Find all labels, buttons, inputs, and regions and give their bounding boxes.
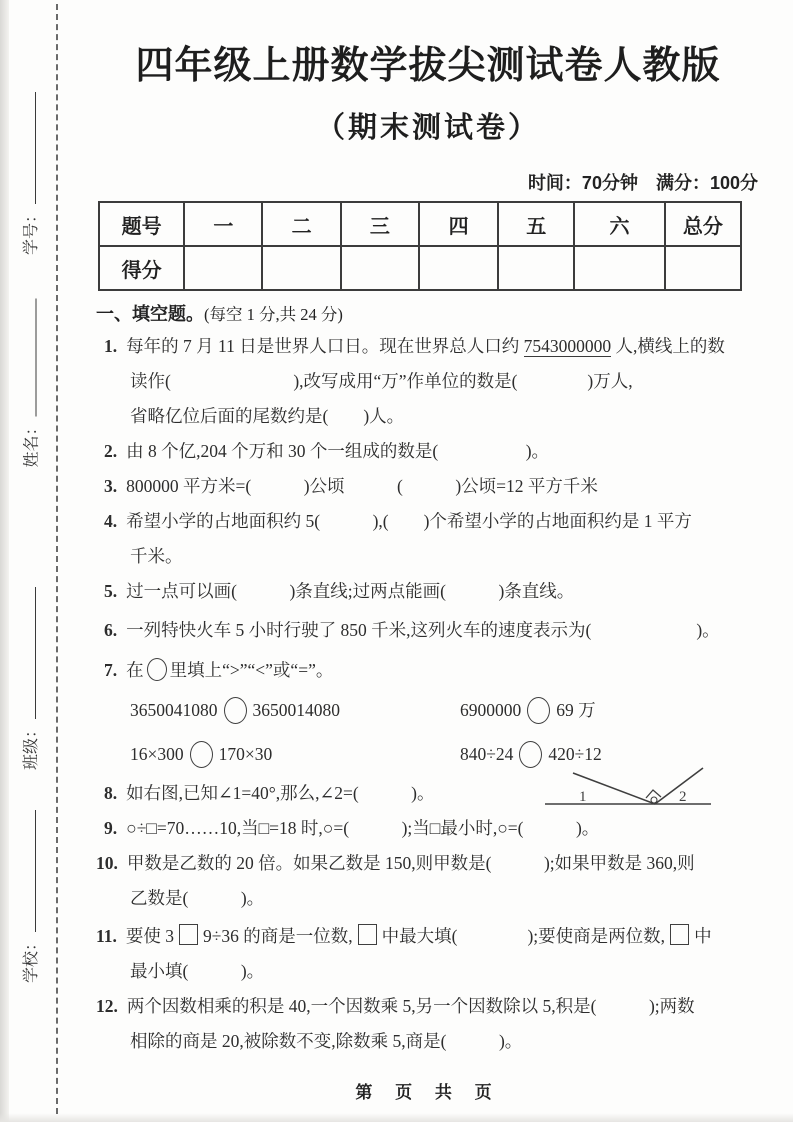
- question-text: 要使 3: [125, 926, 175, 946]
- compare-circle-icon: [147, 658, 167, 681]
- question-10: [96, 846, 760, 916]
- question-line: 最小填( )。: [130, 961, 265, 981]
- question-text: 一列特快火车 5 小时行驶了 850 千米,这列火车的速度表示为( )。: [126, 620, 720, 640]
- paper-content: [96, 28, 760, 1103]
- question-text: 每年的 7 月 11 日是世界人口日。现在世界总人口约: [126, 336, 524, 356]
- comparison-pair: [460, 693, 596, 728]
- student-name-blank-line: [24, 298, 37, 416]
- question-text: 过一点可以画( )条直线;过两点能画( )条直线。: [126, 581, 575, 601]
- question-number: 3.: [104, 476, 118, 496]
- paper-title: 四年级上册数学拔尖测试卷人教版: [135, 45, 721, 87]
- compare-circle-icon: [190, 741, 213, 768]
- question-line: [96, 469, 760, 504]
- question-2: [96, 434, 760, 469]
- score-cell-empty: [184, 246, 262, 290]
- angle-2-label: 2: [679, 789, 687, 805]
- question-text: 800000 平方米=( )公顷 ( )公顷=12 平方千米: [126, 476, 598, 496]
- section-1-heading: [96, 300, 760, 326]
- fill-in-questions: [96, 329, 760, 1059]
- question-line: [96, 653, 760, 688]
- question-5: [96, 574, 760, 609]
- comparison-right-value: 170×30: [218, 743, 273, 764]
- score-table-score-row: [99, 246, 741, 290]
- student-id-blank-line: [23, 92, 36, 204]
- question-1: [96, 329, 760, 434]
- question-number: 9.: [104, 818, 118, 838]
- question-line: [96, 613, 760, 648]
- score-table: [98, 201, 742, 291]
- question-text: 由 8 个亿,204 个万和 30 个一组成的数是( )。: [126, 441, 550, 461]
- score-cell-empty: [262, 246, 340, 290]
- question-line: [96, 504, 760, 539]
- question-number: 4.: [104, 511, 118, 531]
- underlined-number: 7543000000: [523, 336, 612, 356]
- score-cell-empty: [419, 246, 498, 290]
- question-line: 省略亿位后面的尾数约是( )人。: [130, 406, 405, 426]
- angle-diagram: [543, 766, 715, 814]
- question-text: 甲数是乙数的 20 倍。如果乙数是 150,则甲数是( );如果甲数是 360,则: [126, 853, 695, 873]
- question-number: 5.: [104, 581, 118, 601]
- student-name-label: [22, 283, 44, 468]
- paper-subtitle: （期末测试卷）: [315, 112, 540, 144]
- question-text: 里填上“>”“<”或“=”。: [169, 660, 334, 680]
- comparison-pair: [130, 693, 460, 728]
- page-footer: 第 页 共 页: [355, 1083, 501, 1102]
- comparison-row: [96, 688, 760, 732]
- score-cell-empty: [574, 246, 664, 290]
- student-id-label: [21, 75, 43, 255]
- comparison-left-value: 16×300: [130, 743, 184, 764]
- question-7: [96, 653, 760, 776]
- school-text: 学校：: [23, 934, 40, 983]
- comparison-right-value: 420÷12: [548, 743, 602, 764]
- fill-box-icon: [670, 924, 689, 945]
- question-text: 如右图,已知∠1=40°,那么,∠2=( )。: [126, 783, 435, 803]
- comparison-left-value: 840÷24: [460, 743, 514, 764]
- question-line: [96, 989, 760, 1024]
- question-8: [96, 776, 760, 811]
- score-table-header-cell: 六: [574, 202, 664, 246]
- question-text: ○÷□=70……10,当□=18 时,○=( );当□最小时,○=( )。: [126, 818, 600, 838]
- question-line: 乙数是( )。: [130, 888, 265, 908]
- score-table-header-cell: 一: [184, 202, 262, 246]
- question-line: [96, 434, 760, 469]
- score-cell-empty: [498, 246, 574, 290]
- question-line: 读作( ),改写成用“万”作单位的数是( )万人,: [130, 371, 633, 391]
- score-table-header-row: [99, 202, 741, 246]
- question-number: 11.: [96, 926, 117, 946]
- question-text: 中最大填( );要使商是两位数,: [381, 926, 666, 946]
- score-table-header-cell: 四: [419, 202, 498, 246]
- margin-cut-dashed-line: [56, 4, 58, 1114]
- comparison-right-value: 69 万: [556, 699, 596, 720]
- comparison-left-value: 3650041080: [130, 699, 218, 720]
- question-text: 在: [126, 660, 144, 680]
- score-table-header-cell: 题号: [99, 202, 184, 246]
- question-line: [96, 846, 760, 881]
- question-11: [96, 919, 760, 989]
- question-text: 希望小学的占地面积约 5( ),( )个希望小学的占地面积约是 1 平方: [126, 511, 692, 531]
- question-line: 相除的商是 20,被除数不变,除数乘 5,商是( )。: [130, 1031, 523, 1051]
- score-table-header-cell: 二: [262, 202, 340, 246]
- comparison-pair: [130, 737, 460, 772]
- compare-circle-icon: [519, 741, 542, 768]
- question-line: 千米。: [130, 546, 183, 566]
- school-label: [21, 793, 43, 983]
- score-cell-empty: [341, 246, 419, 290]
- student-id-text: 学号：: [23, 206, 40, 255]
- question-9: [96, 811, 760, 846]
- class-label: [21, 570, 43, 770]
- question-line: [96, 811, 760, 846]
- question-number: 10.: [96, 853, 118, 873]
- question-number: 1.: [104, 336, 118, 356]
- fill-box-icon: [358, 924, 377, 945]
- comparison-left-value: 6900000: [460, 699, 522, 720]
- comparison-right-value: 3650014080: [252, 699, 340, 720]
- question-text: 人,横线上的数: [611, 336, 725, 356]
- question-number: 12.: [96, 996, 118, 1016]
- question-text: 9÷36 的商是一位数,: [203, 926, 353, 946]
- question-number: 6.: [104, 620, 118, 640]
- question-12: [96, 989, 760, 1059]
- question-number: 8.: [104, 783, 118, 803]
- question-6: [96, 613, 760, 648]
- question-line: [96, 919, 760, 954]
- score-table-header-cell: 五: [498, 202, 574, 246]
- student-name-text: 姓名：: [23, 419, 41, 468]
- class-text: 班级：: [23, 721, 40, 770]
- compare-circle-icon: [527, 697, 550, 724]
- section-1-points-note: (每空 1 分,共 24 分): [204, 305, 343, 324]
- angle-1-label: 1: [579, 789, 587, 805]
- compare-circle-icon: [224, 697, 247, 724]
- time-and-score-info: 时间：70分钟 满分：100分: [527, 173, 758, 193]
- question-number: 2.: [104, 441, 118, 461]
- fill-box-icon: [179, 924, 198, 945]
- question-number: 7.: [104, 660, 118, 680]
- scan-bottom-edge: [0, 1113, 793, 1122]
- school-blank-line: [23, 810, 36, 932]
- score-table-header-cell: 总分: [665, 202, 741, 246]
- question-line: [96, 329, 760, 364]
- score-cell-empty: [665, 246, 741, 290]
- section-1-title: 一、填空题。: [96, 304, 204, 324]
- class-blank-line: [23, 587, 36, 719]
- score-row-label: 得分: [99, 246, 184, 290]
- question-3: [96, 469, 760, 504]
- question-line: [96, 574, 760, 609]
- scan-left-edge: [0, 0, 9, 1122]
- score-table-header-cell: 三: [341, 202, 419, 246]
- question-4: [96, 504, 760, 574]
- question-text: 中: [694, 926, 712, 946]
- question-text: 两个因数相乘的积是 40,一个因数乘 5,另一个因数除以 5,积是( );两数: [126, 996, 695, 1016]
